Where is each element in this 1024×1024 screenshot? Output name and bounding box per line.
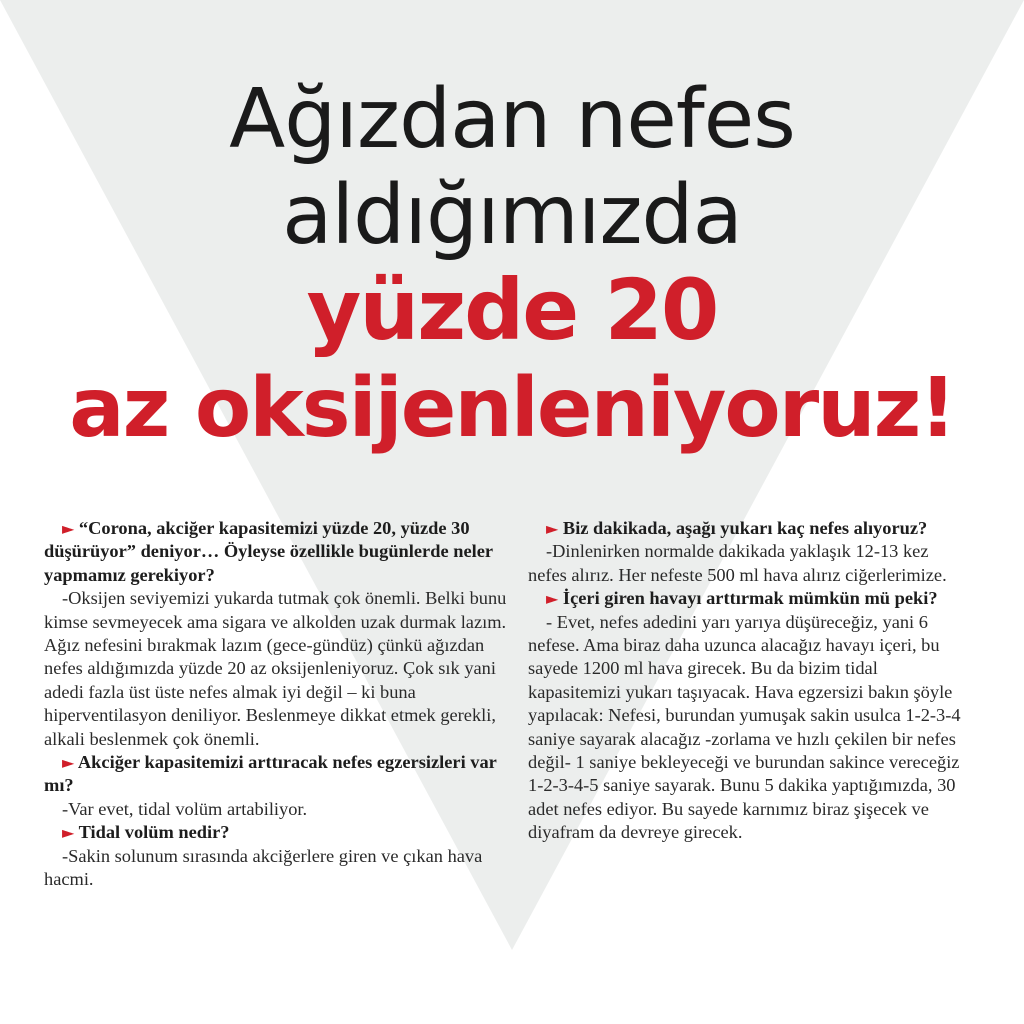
headline-line-4: az oksijenleniyoruz! bbox=[69, 361, 955, 456]
right-column bbox=[528, 517, 966, 845]
answer-3: -Sakin solunum sırasında akciğerlere giren ve çıkan hava hacmi. bbox=[44, 845, 483, 890]
answer-1: -Oksijen seviyemizi yukarda tutmak çok önemli. Belki bunu kimse sevmeyecek ama sigara ve alkolden uzak durmak lazım. Ağız nefesini bırakmak lazım (gece-gündüz) çünkü ağızdan nefes aldığımızda yüzde 20 az oksijenleniyoruz. Çok sık yani adedi fazla üst üste nefes almak iyi değil – ki buna hiperventilasyon deniliyor. Beslenmeye dikkat etmek gerekli, alkali beslenmek çok önemli. bbox=[44, 588, 507, 749]
left-column bbox=[44, 517, 509, 892]
triangle-right-icon: ► bbox=[62, 519, 75, 538]
answer-2: -Var evet, tidal volüm artabiliyor. bbox=[62, 798, 308, 819]
headline bbox=[0, 72, 1024, 458]
answer-4: -Dinlenirken normalde dakikada yaklaşık 12-13 kez nefes alırız. Her nefeste 500 ml hava alırız ciğerlerimize. bbox=[528, 541, 947, 585]
question-5: ► İçeri giren havayı arttırmak mümkün mü peki? bbox=[546, 588, 938, 609]
question-3: ► Tidal volüm nedir? bbox=[62, 822, 230, 843]
triangle-right-icon: ► bbox=[546, 519, 559, 538]
triangle-right-icon: ► bbox=[546, 589, 559, 609]
answer-5: - Evet, nefes adedini yarı yarıya düşüreceğiz, yani 6 nefese. Ama biraz daha uzunca alacağız havayı içeri, bu sayede 1200 ml hava girecek. Bu da bizim tidal kapasitemizi yukarı taşıyacak. Hava egzersizi bakın şöyle yapılacak: Nefesi, burundan yumuşak sakin usulca 1-2-3-4 saniye sayarak alacağız -zorlama ve hızlı çekilen bir nefes değil- 1 saniye bekleyeceği ve burundan sakince vereceğiz 1-2-3-4-5 saniye sayarak. Bunu 5 dakika yaptığımızda, 30 adet nefes ediyor. Bu sayede karnımız biraz şişecek ve diyafram da devreye girecek. bbox=[528, 611, 961, 843]
triangle-right-icon: ► bbox=[62, 823, 75, 843]
question-1: ► “Corona, akciğer kapasitemizi yüzde 20, yüzde 30 düşürüyor” deniyor… Öyleyse özellikle bugünlerde neler yapmamız gerekiyor? bbox=[44, 518, 493, 585]
headline-line-3: yüzde 20 bbox=[306, 261, 718, 359]
question-2: ► Akciğer kapasitemizi arttıracak nefes egzersizleri var mı? bbox=[44, 752, 497, 796]
question-4: ► Biz dakikada, aşağı yukarı kaç nefes alıyoruz? bbox=[546, 518, 928, 538]
triangle-right-icon: ► bbox=[62, 753, 75, 773]
headline-line-2: aldığımızda bbox=[282, 168, 742, 263]
headline-line-1: Ağızdan nefes bbox=[229, 72, 795, 167]
